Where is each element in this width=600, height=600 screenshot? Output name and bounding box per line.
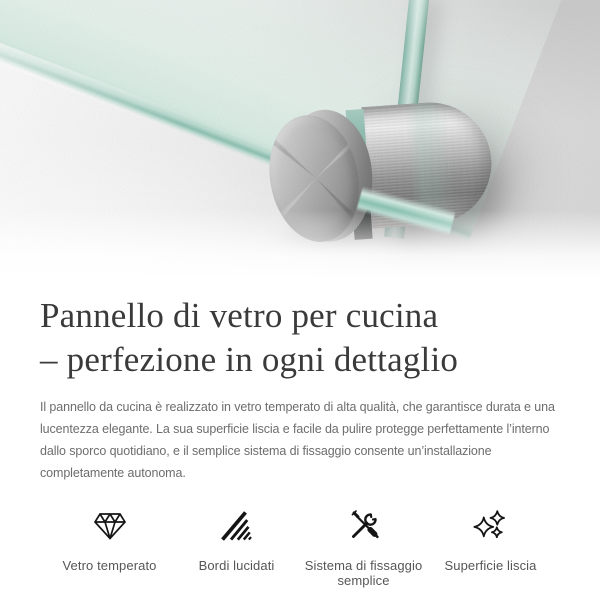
title-line: – perfezione in ogni dettaglio bbox=[40, 340, 459, 379]
feature-label: Vetro temperato bbox=[62, 558, 157, 573]
sparkles-icon bbox=[427, 506, 554, 546]
hero-photo bbox=[0, 0, 600, 280]
paragraph-line: lucentezza elegante. La sua superficie liscia e facile da pulire protegge perfettamente l’interno bbox=[40, 422, 550, 436]
feature-item-bordi-lucidati bbox=[173, 506, 300, 588]
feature-item-vetro-temperato bbox=[46, 506, 173, 588]
feature-label: Superficie liscia bbox=[444, 558, 537, 573]
hero-bottom-fade bbox=[0, 210, 600, 280]
feature-item-sistema-fissaggio bbox=[300, 506, 427, 588]
paragraph-line: dallo sporco quotidiano, e il semplice sistema di fissaggio consente un’installazione bbox=[40, 444, 492, 458]
page-title bbox=[40, 294, 560, 382]
intro-paragraph bbox=[40, 396, 560, 484]
paragraph-line: Il pannello da cucina è realizzato in vetro temperato di alta qualità, che garantisce durata e una bbox=[40, 400, 555, 414]
diamond-icon bbox=[46, 506, 173, 546]
features-row bbox=[40, 506, 560, 588]
polished-edges-icon bbox=[173, 506, 300, 546]
paragraph-line: completamente autonoma. bbox=[40, 466, 186, 480]
title-line: Pannello di vetro per cucina bbox=[40, 296, 439, 335]
content-section bbox=[0, 294, 600, 588]
wrench-screwdriver-icon bbox=[300, 506, 427, 546]
feature-item-superficie-liscia bbox=[427, 506, 554, 588]
feature-label: Sistema di fissaggio semplice bbox=[304, 558, 423, 588]
feature-label: Bordi lucidati bbox=[198, 558, 275, 573]
